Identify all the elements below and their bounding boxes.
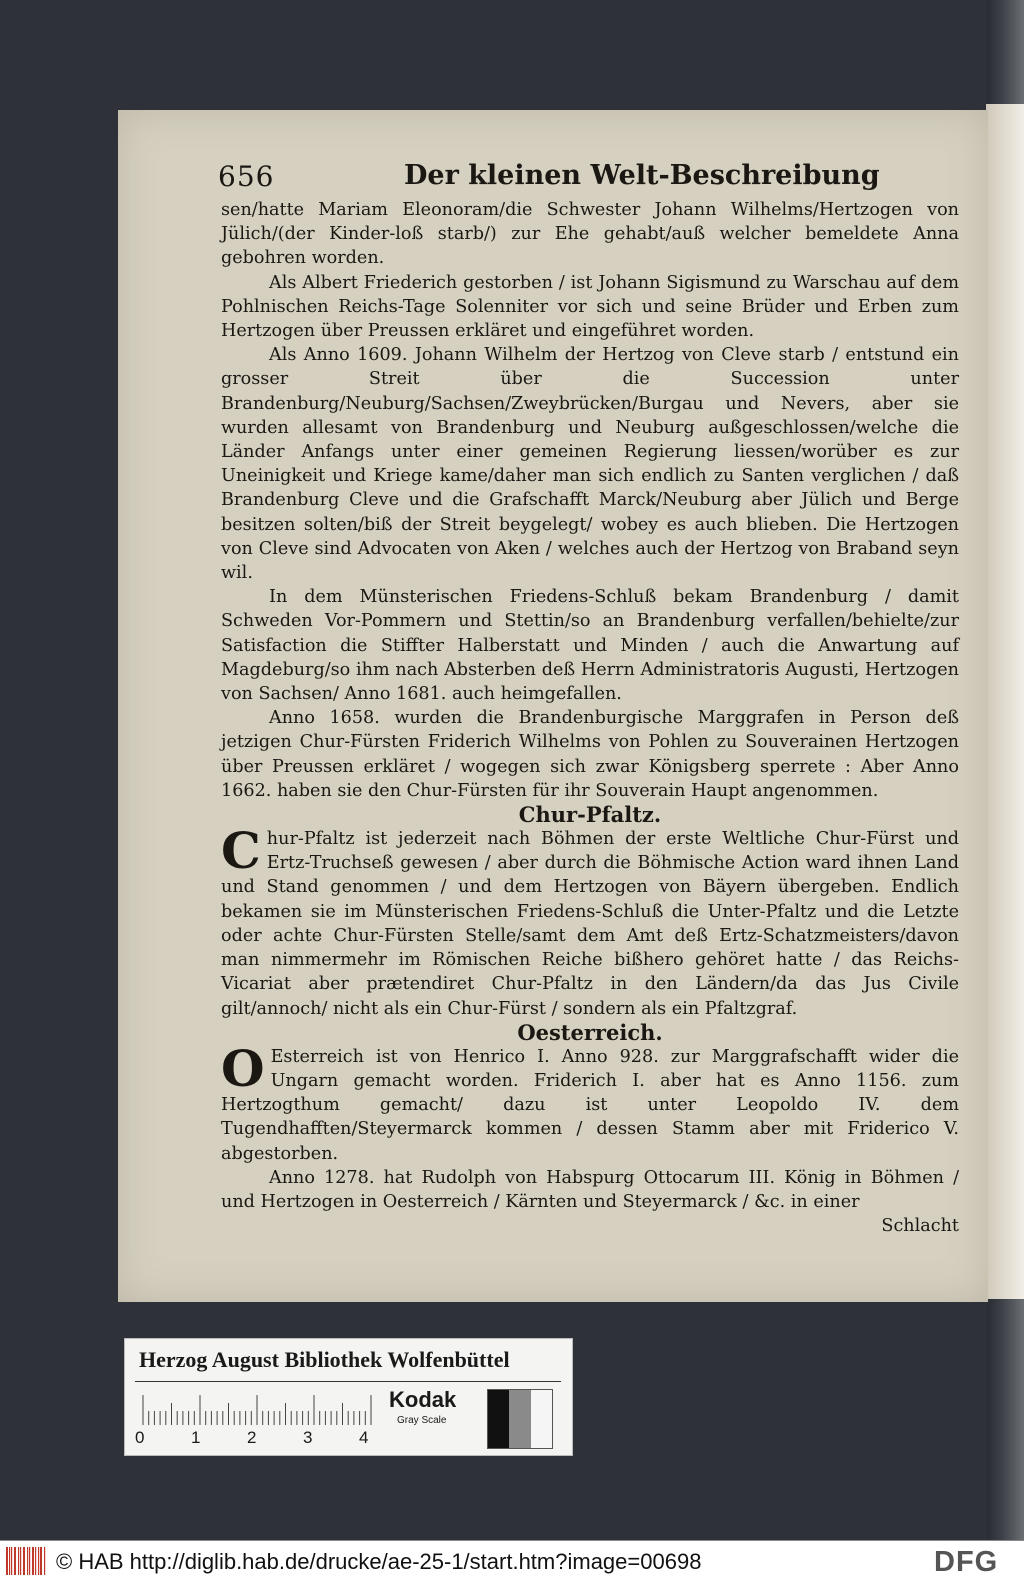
ruler-label: 4 <box>359 1428 369 1447</box>
barcode-bar <box>27 1547 28 1575</box>
barcode-bar <box>20 1547 21 1575</box>
paragraph: Als Anno 1609. Johann Wilhelm der Hertzog von Cleve starb / entstund ein grosser Streit über die Succession unter Brandenburg/Neuburg/Sachsen/Zweybrücken/Burgau und Nevers, aber sie wurden allesamt von Brandenburg und Neuburg außgeschlossen/welche die Länder Anfangs unter einer gemeinen Regierung liessen/worüber es zur Uneinigkeit und Kriege kame/daher man sich endlich zu Santen verglichen / daß Brandenburg Cleve und die Grafschafft Marck/Neuburg aber Jülich und Berge besitzen solten/biß der Streit beygelegt/ wobey es auch blieben. Die Hertzogen von Cleve sind Advocaten von Aken / welches auch der Hertzog von Braband seyn wil. <box>221 345 959 584</box>
page-header <box>218 160 978 200</box>
barcode-icon <box>4 1547 48 1575</box>
barcode-bar <box>6 1547 8 1575</box>
color-calibration-card <box>124 1338 573 1456</box>
barcode-bar <box>11 1547 12 1575</box>
running-title: Der kleinen Welt-Beschreibung <box>404 160 880 191</box>
gray-swatch <box>509 1390 530 1448</box>
barcode-bar <box>14 1547 16 1575</box>
drop-cap-c: C <box>221 821 261 881</box>
book-page <box>118 110 988 1302</box>
paragraph-oesterreich-text: Esterreich ist von Henrico I. Anno 928. zur Marggrafschafft wider die Ungarn gemacht worden. Friderich I. aber hat es Anno 1156. zum Hertzogthum gemacht/ dazu ist unter Leopoldo IV. dem Tugendhafften/Steyermarck kommen / dessen Stamm aber mit Friderico V. abgestorben. <box>221 1046 959 1164</box>
paragraph-oesterreich <box>221 1038 959 1166</box>
barcode-bar <box>18 1547 19 1575</box>
paragraph: In dem Münsterischen Friedens-Schluß bekam Brandenburg / damit Schweden Vor-Pommern und Stettin/so an Brandenburg verfallen/behielte/zur Satisfaction die Stiffter Halberstatt und Minden / auch die Anwartung auf Magdeburg/so ihm nach Absterben deß Herrn Administratoris Augusti, Hertzogen von Sachsen/ Anno 1681. auch heimgefallen. <box>221 587 959 705</box>
barcode-bar <box>38 1547 39 1575</box>
barcode-bar <box>32 1547 34 1575</box>
barcode-bar <box>29 1547 30 1575</box>
measurement-ruler <box>141 1391 377 1425</box>
grayscale-swatch-strip <box>487 1389 553 1449</box>
barcode-bar <box>40 1547 42 1575</box>
dfg-logo: DFG <box>934 1546 999 1578</box>
kodak-logo: Kodak <box>389 1387 457 1412</box>
section-heading-chur-pfaltz: Chur-Pfaltz. <box>518 802 662 828</box>
barcode-bar <box>9 1547 10 1575</box>
ruler-label: 2 <box>247 1428 257 1447</box>
page-body-text <box>221 198 959 1238</box>
citation-url[interactable]: © HAB http://diglib.hab.de/drucke/ae-25-1/start.htm?image=00698 <box>56 1549 702 1574</box>
gray-swatch <box>531 1390 552 1448</box>
paragraph-group-brandenburg <box>221 198 959 803</box>
paragraph: sen/hatte Mariam Eleonoram/die Schwester Johann Wilhelms/Hertzogen von Jülich/(der Kinder-loß starb/) zur Ehe gehabt/auß welcher bemeldete Anna gebohren worden. <box>221 200 959 269</box>
paragraph: Anno 1658. wurden die Brandenburgische Marggrafen in Person deß jetzigen Chur-Fürsten Friderich Wilhelms von Pohlen zu Souverainen Hertzogen über Preussen erkläret / wogegen sich zwar Königsberg sperrete : Aber Anno 1662. haben sie den Chur-Fürsten für ihr Souverain Haupt angenommen. <box>221 708 959 801</box>
paragraph-habspurg: Anno 1278. hat Rudolph von Habspurg Ottocarum III. König in Böhmen / und Hertzogen in Oesterreich / Kärnten und Steyermarck / &c. in einer <box>221 1167 959 1212</box>
ruler-label: 3 <box>303 1428 313 1447</box>
barcode-bar <box>44 1547 45 1575</box>
card-title: Herzog August Bibliothek Wolfenbüttel <box>139 1347 510 1372</box>
card-divider <box>135 1381 561 1382</box>
paragraph-chur-pfaltz-text: hur-Pfaltz ist jederzeit nach Böhmen der erste Weltliche Chur-Fürst und Ertz-Truchseß gewesen / aber durch die Böhmische Action ward ihnen Land und Stand genommen / und dem Hertzogen von Bäyern übergeben. Endlich bekamen sie im Münsterischen Friedens-Schluß die Unter-Pfaltz und die Letzte oder achte Chur-Fürsten Stelle/samt dem Amt deß Ertz-Schatzmeisters/davon man nimmermehr im Römischen Reiche bißhero gehöret hatte / das Reichs-Vicariat aber prætendiret Chur-Pfaltz in den Ländern/da das Jus Civile gilt/annoch/ nicht als ein Chur-Fürst / sondern als ein Pfaltzgraf. <box>221 829 959 1019</box>
ruler-label: 0 <box>135 1428 145 1447</box>
paragraph-chur-pfaltz <box>221 821 959 1021</box>
catchword: Schlacht <box>881 1216 959 1237</box>
paragraph: Als Albert Friederich gestorben / ist Johann Sigismund zu Warschau auf dem Pohlnischen Reichs-Tage Solenniter vor sich und seine Brüder und Erben zum Hertzogen über Preussen erkläret und eingeführet worden. <box>221 272 959 342</box>
ruler-label: 1 <box>191 1428 201 1447</box>
footer-bar <box>0 1540 1024 1583</box>
barcode-bar <box>23 1547 25 1575</box>
section-heading-oesterreich: Oesterreich. <box>517 1019 663 1045</box>
gray-swatch <box>488 1390 509 1448</box>
adjacent-page-edge <box>986 104 1024 1299</box>
page-number: 656 <box>218 160 275 193</box>
barcode-bar <box>35 1547 36 1575</box>
drop-cap-o: O <box>221 1038 265 1098</box>
grayscale-label: Gray Scale <box>397 1415 447 1426</box>
